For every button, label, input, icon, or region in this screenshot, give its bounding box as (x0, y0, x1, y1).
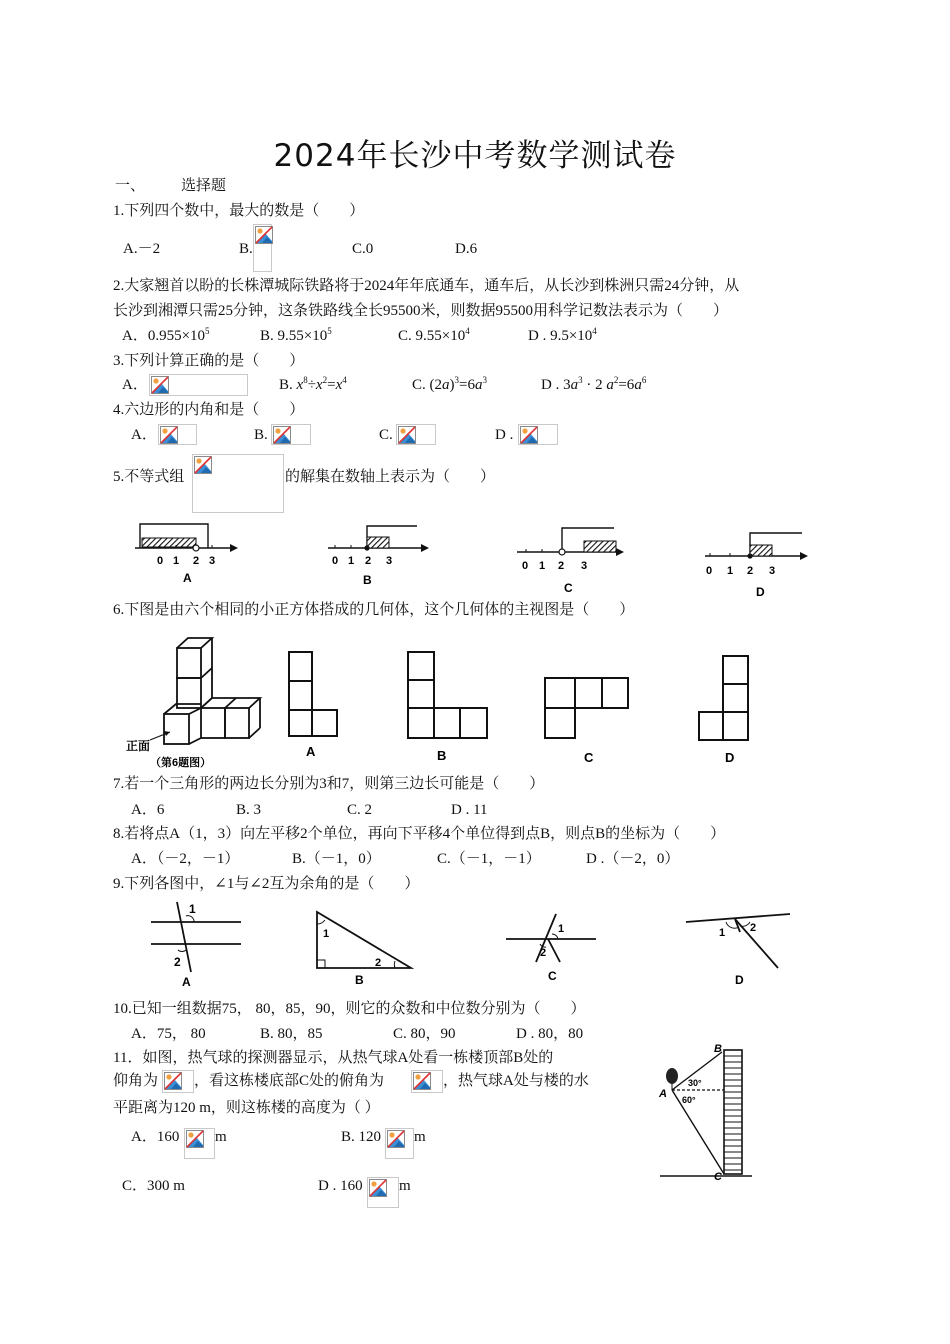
option-label: B (363, 573, 372, 587)
q11-option-d-unit: m (399, 1178, 411, 1194)
q10-option-c: C. 80，90 (393, 1026, 456, 1042)
q5-numberline-b (323, 522, 433, 594)
tick-label: 0 (332, 555, 339, 567)
q8-option-d: D .（－2，0） (586, 851, 680, 867)
missing-image-placeholder (162, 1070, 194, 1093)
q9-figure-c (500, 904, 600, 986)
q2-option-d: D . $9.5\times 10^4$ (528, 326, 597, 344)
q4-option-a: A． (131, 427, 157, 443)
q5-stem-pre: 5.不等式组 (113, 469, 185, 485)
angle-1-label: 1 (189, 902, 196, 916)
broken-image-icon (194, 456, 212, 474)
point-c-label: C (714, 1171, 722, 1183)
broken-image-icon (164, 1072, 182, 1090)
q11-option-a-prefix: A．160 (131, 1129, 180, 1145)
angle-2-label: 2 (375, 957, 382, 969)
q10-option-b: B. 80，85 (260, 1026, 323, 1042)
section-title: 选择题 (181, 178, 227, 194)
q2-stem-line1: 2.大家翘首以盼的长株潭城际铁路将于2024年年底通车，通车后，从长沙到株洲只需24分钟，从 (113, 278, 740, 294)
option-label: D (735, 973, 744, 987)
q8-option-a: A．（－2，－1） (131, 851, 240, 867)
tick-label: 2 (365, 555, 372, 567)
q5-numberline-d (700, 528, 812, 600)
option-label: B (437, 748, 447, 763)
q6-solid-figure (122, 632, 267, 772)
q4-stem: 4.六边形的内角和是（ ） (113, 402, 305, 418)
q10-stem: 10.已知一组数据75， 80，85，90，则它的众数和中位数分别为（ ） (113, 1001, 586, 1017)
q3-option-a: A． (122, 377, 148, 393)
angle-1-label: 1 (323, 928, 330, 940)
q6-view-b (403, 648, 495, 764)
q9-stem: 9.下列各图中，∠1与∠2互为余角的是（ ） (113, 876, 420, 892)
q7-stem: 7.若一个三角形的两边长分别为3和7，则第三边长可能是（ ） (113, 776, 545, 792)
tick-label: 3 (769, 565, 776, 577)
tick-label: 3 (209, 555, 216, 567)
q7-option-d: D . 11 (451, 802, 488, 818)
broken-image-icon (398, 426, 416, 444)
q11-option-c: C．300 m (122, 1178, 185, 1194)
missing-image-placeholder (367, 1177, 399, 1208)
section-number: 一、 (115, 178, 146, 194)
q7-option-a: A．6 (131, 802, 165, 818)
q3-option-c: C. $(2a)^3=6a^3$ (412, 375, 487, 393)
q4-option-b: B. (254, 427, 268, 443)
q6-view-a (283, 648, 343, 760)
missing-image-placeholder (184, 1128, 215, 1159)
missing-image-placeholder (271, 424, 311, 445)
q2-stem-line2: 长沙到湘潭只需25分钟，这条铁路线全长95500米，则数据95500用科学记数法表示为（ ） (113, 303, 729, 319)
q11-stem-line3: 平距离为120 m，则这栋楼的高度为（ ） (113, 1100, 380, 1116)
option-label: A (306, 744, 316, 759)
q6-view-c (540, 672, 634, 766)
tick-label: 0 (706, 565, 713, 577)
angle-up-label: 30° (688, 1078, 702, 1088)
angle-2-label: 2 (750, 922, 757, 934)
missing-image-placeholder (385, 1128, 414, 1159)
q10-option-a: A．75， 80 (131, 1026, 206, 1042)
broken-image-icon (413, 1072, 431, 1090)
missing-image-placeholder (411, 1070, 443, 1093)
broken-image-icon (255, 226, 273, 244)
tick-label: 1 (539, 560, 546, 572)
broken-image-icon (160, 426, 178, 444)
tick-label: 1 (727, 565, 734, 577)
q2-option-a: A．$0.955\times 10^5$ (122, 326, 210, 344)
figure-caption: （第6题图） (150, 757, 212, 769)
missing-image-placeholder (192, 454, 284, 513)
angle-1-label: 1 (558, 923, 565, 935)
q7-option-b: B. 3 (236, 802, 262, 818)
q5-numberline-a (130, 518, 240, 590)
q3-option-b: B. $x^8\div x^2=x^4$ (279, 375, 347, 393)
q8-stem: 8.若将点A（1，3）向左平移2个单位，再向下平移4个单位得到点B，则点B的坐标为（ ） (113, 826, 726, 842)
option-label: D (725, 750, 735, 765)
option-label: D (756, 585, 765, 599)
q5-stem-post: 的解集在数轴上表示为（ ） (285, 469, 496, 485)
q11-option-b-unit: m (414, 1129, 426, 1145)
tick-label: 0 (157, 555, 164, 567)
q1-option-a: A.－2 (123, 241, 161, 257)
q6-view-d (693, 650, 755, 766)
q3-option-d: D . $3a^3 \cdot 2$ $a^2=6a^6$ (541, 375, 647, 393)
q8-option-b: B.（－1，0） (292, 851, 381, 867)
tick-label: 3 (581, 560, 588, 572)
q1-option-d: D.6 (455, 241, 478, 257)
q5-numberline-c (512, 524, 627, 596)
tick-label: 0 (522, 560, 529, 572)
q11-option-b-prefix: B. 120 (341, 1129, 382, 1145)
q1-stem: 1.下列四个数中，最大的数是（ ） (113, 203, 365, 219)
q11-stem-line2-post: ，热气球A处与楼的水 (443, 1073, 589, 1089)
q10-option-d: D . 80，80 (516, 1026, 584, 1042)
angle-2-label: 2 (174, 955, 181, 969)
broken-image-icon (186, 1130, 204, 1148)
option-label: C (564, 581, 573, 595)
tick-label: 2 (747, 565, 754, 577)
option-label: B (355, 973, 364, 987)
q1-option-b: B. (239, 241, 253, 257)
q11-stem-line1: 11．如图，热气球的探测器显示，从热气球A处看一栋楼顶部B处的 (113, 1050, 554, 1066)
angle-2-label: 2 (540, 947, 547, 959)
q11-option-d-prefix: D . 160 (318, 1178, 363, 1194)
q4-option-c: C. (379, 427, 393, 443)
q1-option-c: C.0 (352, 241, 374, 257)
point-a-label: A (659, 1088, 667, 1100)
missing-image-placeholder (253, 224, 272, 272)
q2-option-c: C. $9.55\times 10^4$ (398, 326, 470, 344)
option-label: A (182, 975, 191, 989)
broken-image-icon (273, 426, 291, 444)
broken-image-icon (151, 376, 169, 394)
tick-label: 1 (348, 555, 355, 567)
point-b-label: B (714, 1043, 722, 1055)
tick-label: 3 (386, 555, 393, 567)
q11-stem-line2-mid: ，看这栋楼底部C处的俯角为 (194, 1073, 385, 1089)
tick-label: 2 (558, 560, 565, 572)
broken-image-icon (387, 1130, 405, 1148)
option-label: A (183, 571, 192, 585)
q4-option-d: D . (495, 427, 514, 443)
front-label: 正面 (126, 739, 151, 753)
q9-figure-b (305, 906, 420, 990)
q2-option-b: B. $9.55\times 10^5$ (260, 326, 332, 344)
q8-option-c: C.（－1，－1） (437, 851, 541, 867)
missing-image-placeholder (149, 374, 248, 396)
broken-image-icon (520, 426, 538, 444)
tick-label: 2 (193, 555, 200, 567)
q9-figure-d (680, 906, 810, 988)
angle-down-label: 60° (682, 1095, 696, 1105)
q11-stem-line2-pre: 仰角为 (113, 1073, 159, 1089)
angle-1-label: 1 (719, 927, 726, 939)
broken-image-icon (369, 1179, 387, 1197)
q11-option-a-unit: m (215, 1129, 227, 1145)
q3-stem: 3.下列计算正确的是（ ） (113, 353, 305, 369)
q6-stem: 6.下图是由六个相同的小正方体搭成的几何体，这个几何体的主视图是（ ） (113, 602, 635, 618)
q9-figure-a (145, 898, 245, 992)
q11-balloon-figure (656, 1040, 756, 1186)
missing-image-placeholder (518, 424, 558, 445)
q7-option-c: C. 2 (347, 802, 373, 818)
missing-image-placeholder (396, 424, 436, 445)
option-label: C (548, 969, 557, 983)
option-label: C (584, 750, 594, 765)
tick-label: 1 (173, 555, 180, 567)
missing-image-placeholder (158, 424, 197, 445)
page-title: 2024年长沙中考数学测试卷 (273, 138, 677, 174)
